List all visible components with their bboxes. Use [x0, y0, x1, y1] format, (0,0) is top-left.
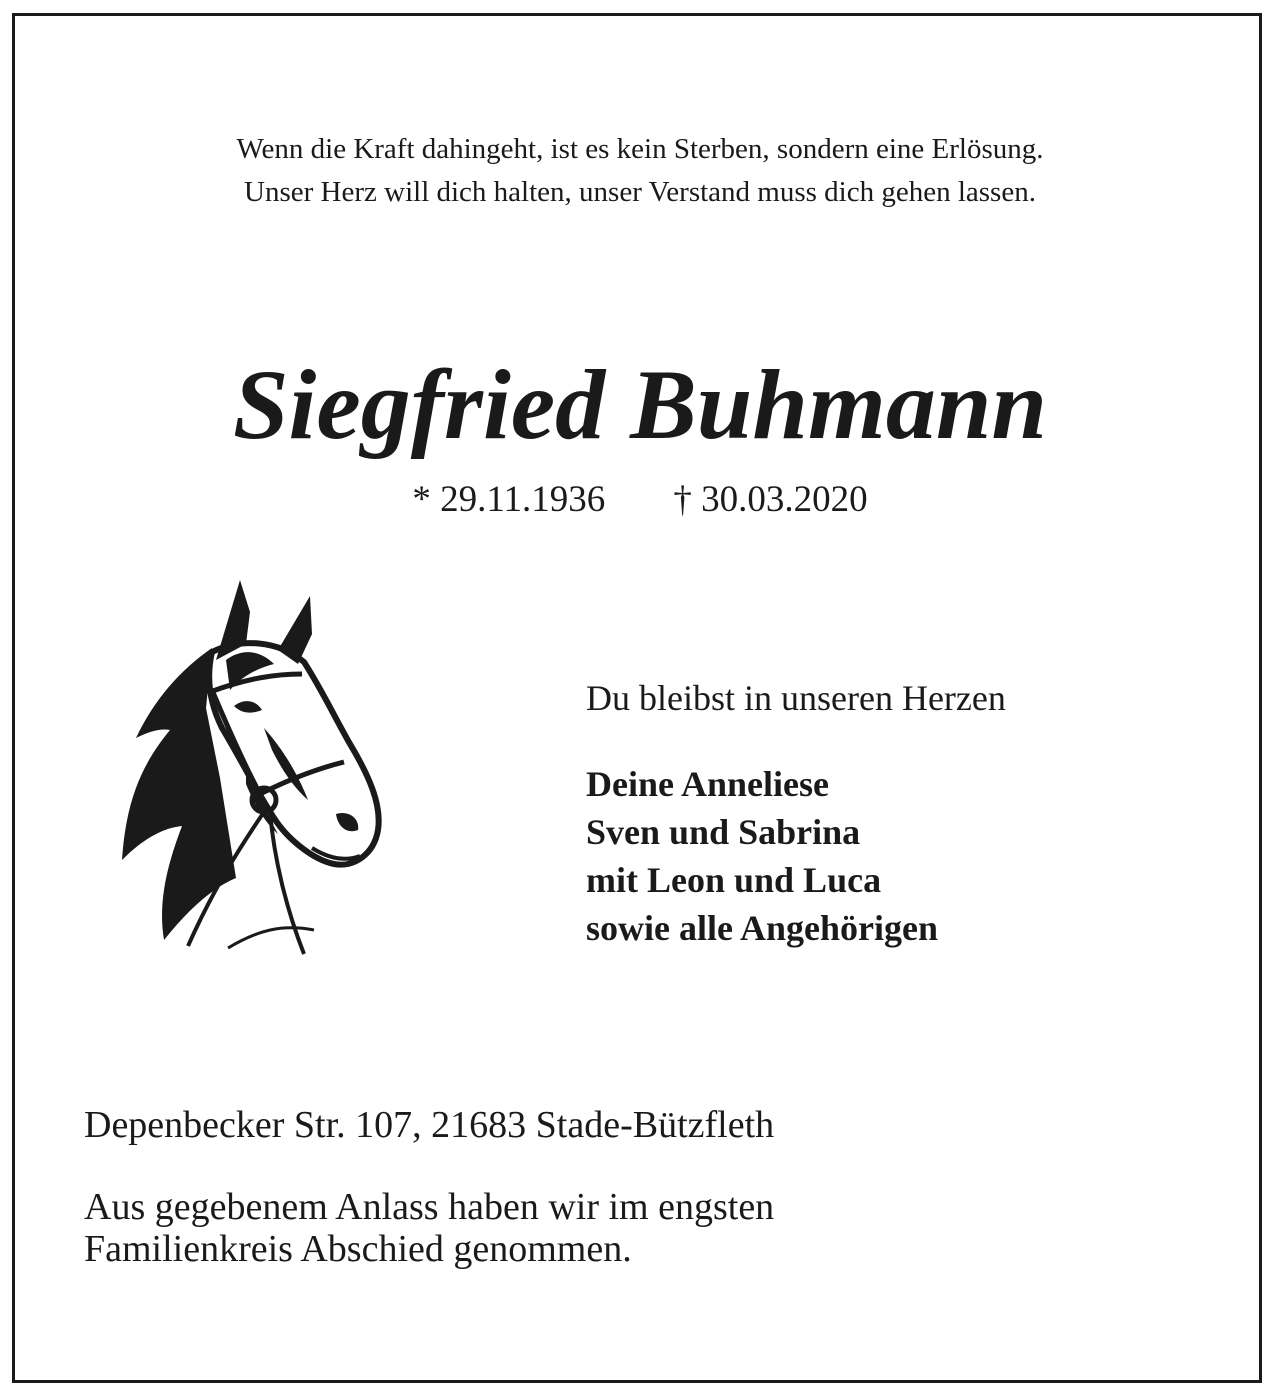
family-line-1: Deine Anneliese	[586, 764, 829, 804]
life-dates	[0, 478, 1280, 522]
remembrance-line: Du bleibst in unseren Herzen	[586, 678, 1006, 718]
family-line-3: mit Leon und Luca	[586, 860, 882, 900]
death-date: † 30.03.2020	[673, 479, 868, 520]
family-line-4: sowie alle Angehörigen	[586, 908, 938, 948]
quote-line-1: Wenn die Kraft dahingeht, ist es kein Sterben, sondern eine Erlösung.	[236, 133, 1044, 165]
remembrance	[586, 676, 1006, 952]
family-line-2: Sven und Sabrina	[586, 812, 861, 852]
quote-line-2: Unser Herz will dich halten, unser Verstand muss dich gehen lassen.	[244, 176, 1036, 208]
family-list	[586, 760, 1006, 952]
horse-head-icon	[108, 578, 382, 964]
farewell-note	[84, 1186, 774, 1270]
deceased-name: Siegfried Buhmann	[232, 349, 1048, 460]
birth-date: * 29.11.1936	[412, 479, 606, 520]
farewell-note-line-1: Aus gegebenem Anlass haben wir im engsten	[84, 1186, 775, 1228]
farewell-note-line-2: Familienkreis Abschied genommen.	[84, 1228, 632, 1270]
address: Depenbecker Str. 107, 21683 Stade-Bützfleth	[84, 1104, 775, 1146]
quote	[0, 128, 1280, 214]
footer	[84, 1102, 774, 1270]
